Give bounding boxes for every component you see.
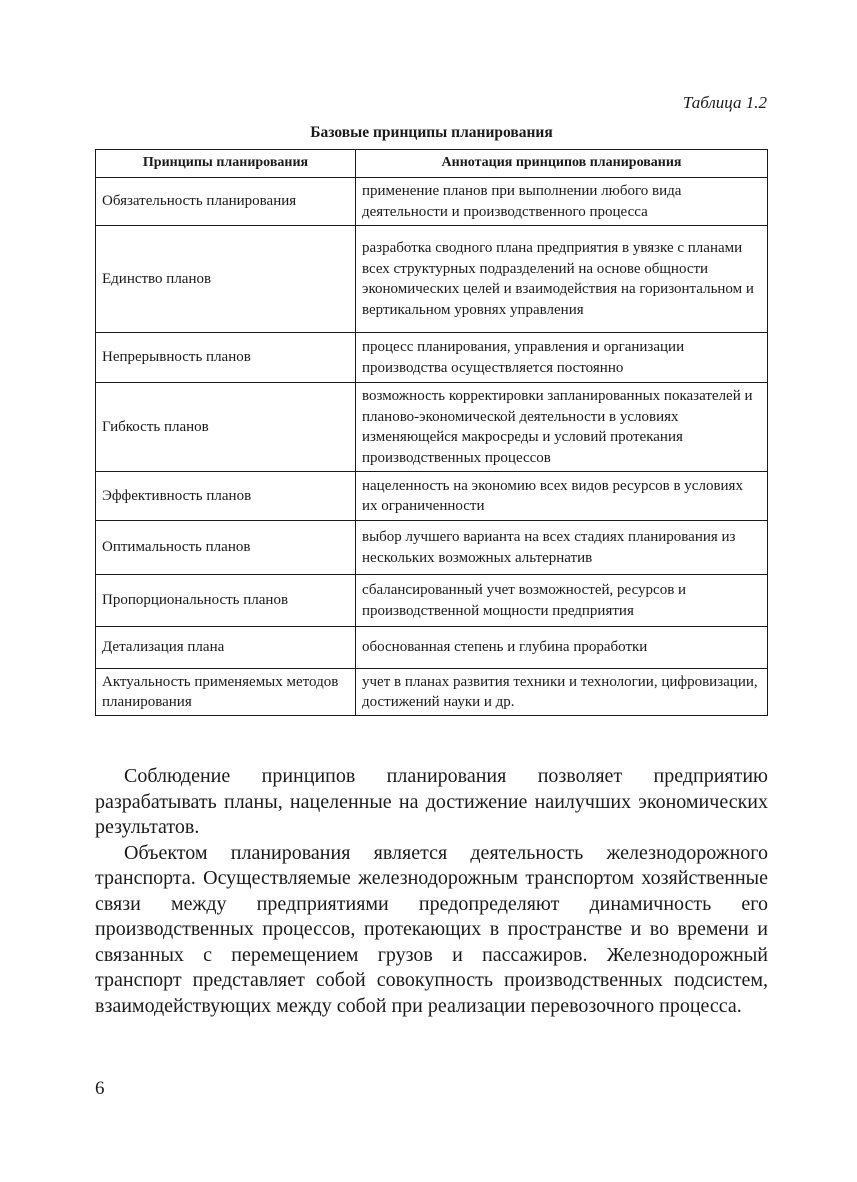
annotation-cell: возможность корректировки запланированных показателей и планово-экономической деятельности в условиях изменяющейся макросреды и условий протекания производственных процессов	[356, 383, 768, 472]
annotation-cell: выбор лучшего варианта на всех стадиях планирования из нескольких возможных альтернатив	[356, 521, 768, 575]
table-row	[96, 383, 768, 472]
principle-cell: Непрерывность планов	[96, 333, 356, 383]
paragraph: Соблюдение принципов планирования позволяет предприятию разрабатывать планы, нацеленные на достижение наилучших экономических результатов.	[95, 765, 768, 838]
table-row	[96, 627, 768, 669]
table-row	[96, 521, 768, 575]
page-number: 6	[95, 1078, 105, 1099]
table-title: Базовые принципы планирования	[310, 124, 553, 141]
annotation-cell: обоснованная степень и глубина проработки	[356, 627, 768, 669]
table-row	[96, 178, 768, 226]
column-header-principles: Принципы планирования	[96, 150, 356, 178]
principle-cell: Эффективность планов	[96, 472, 356, 521]
table-row	[96, 226, 768, 333]
annotation-cell: разработка сводного плана предприятия в увязке с планами всех структурных подразделений на основе общности экономических целей и взаимодействия на горизонтальном и вертикальном уровнях управления	[356, 226, 768, 333]
annotation-cell: сбалансированный учет возможностей, ресурсов и производственной мощности предприятия	[356, 575, 768, 627]
table-row	[96, 333, 768, 383]
annotation-cell: применение планов при выполнении любого вида деятельности и производственного процесса	[356, 178, 768, 226]
principle-cell: Единство планов	[96, 226, 356, 333]
principle-cell: Оптимальность планов	[96, 521, 356, 575]
principle-cell: Детализация плана	[96, 627, 356, 669]
table-row	[96, 575, 768, 627]
principle-cell: Гибкость планов	[96, 383, 356, 472]
annotation-cell: процесс планирования, управления и организации производства осуществляется постоянно	[356, 333, 768, 383]
table-header-row	[96, 150, 768, 178]
principle-cell: Актуальность применяемых методов планирования	[96, 669, 356, 716]
principle-cell: Пропорциональность планов	[96, 575, 356, 627]
table-row	[96, 669, 768, 716]
column-header-annotation: Аннотация принципов планирования	[356, 150, 768, 178]
annotation-cell: нацеленность на экономию всех видов ресурсов в условиях их ограниченности	[356, 472, 768, 521]
body-text	[95, 764, 768, 1019]
principles-table	[95, 149, 768, 716]
principle-cell: Обязательность планирования	[96, 178, 356, 226]
paragraph: Объектом планирования является деятельность железнодорожного транспорта. Осуществляемые железнодорожным транспортом хозяйственные связи между предприятиями предопределяют динамичность его производственных процессов, протекающих в пространстве и во времени и связанных с перемещением грузов и пассажиров. Железнодорожный транспорт представляет собой совокупность производственных подсистем, взаимодействующих между собой при реализации перевозочного процесса.	[95, 841, 768, 1017]
table-label: Таблица 1.2	[682, 93, 767, 112]
annotation-cell: учет в планах развития техники и технологии, цифровизации, достижений науки и др.	[356, 669, 768, 716]
table-row	[96, 472, 768, 521]
